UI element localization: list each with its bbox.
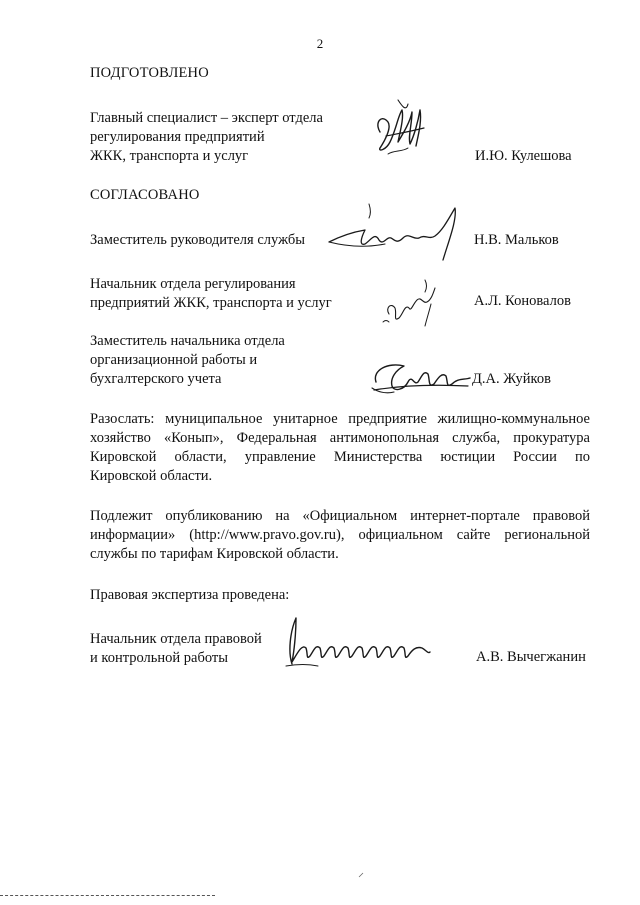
prepared-role <box>90 109 370 166</box>
legal-review-name: А.В. Вычегжанин <box>476 649 586 665</box>
prepared-role-line: Главный специалист – эксперт отдела <box>90 110 323 126</box>
signature-kuleshova <box>368 92 438 170</box>
prepared-heading: ПОДГОТОВЛЕНО <box>90 65 209 81</box>
page-number: 2 <box>316 36 324 51</box>
signature-zhuikov <box>368 356 488 400</box>
signer-role <box>90 275 370 313</box>
distribution-line: Кировской области. <box>90 468 213 484</box>
legal-review-role-line: и контрольной работы <box>90 650 228 666</box>
prepared-role-line: регулирования предприятий <box>90 129 265 145</box>
publication-paragraph <box>90 507 590 564</box>
legal-review-statement: Правовая экспертиза проведена: <box>90 587 290 603</box>
signer-name: Н.В. Мальков <box>474 232 559 248</box>
publication-line: Подлежит опубликованию на «Официальном интернет-портале правовой <box>90 508 590 524</box>
signature-konovalov <box>375 274 455 330</box>
prepared-name: И.Ю. Кулешова <box>475 148 572 164</box>
signer-role-line: Заместитель начальника отдела <box>90 333 285 349</box>
agreed-heading: СОГЛАСОВАНО <box>90 187 200 203</box>
signer-name: А.Л. Коновалов <box>474 293 571 309</box>
signer-name: Д.А. Жуйков <box>472 371 551 387</box>
publication-line: службы по тарифам Кировской области. <box>90 546 339 562</box>
prepared-role-line: ЖКК, транспорта и услуг <box>90 148 249 164</box>
distribution-line: хозяйство «Конып», Федеральная антимонопольная служба, прокуратура <box>90 430 590 446</box>
distribution-line: Кировской области, управление Министерства юстиции России по <box>90 449 590 465</box>
signer-role-line: предприятий ЖКК, транспорта и услуг <box>90 295 332 311</box>
publication-line: информации» (http://www.pravo.gov.ru), официальном сайте региональной <box>90 527 590 543</box>
signer-role-line: бухгалтерского учета <box>90 371 222 387</box>
legal-review-role-line: Начальник отдела правовой <box>90 631 262 647</box>
distribution-paragraph <box>90 410 590 486</box>
signer-role <box>90 332 370 389</box>
signer-role-line: Начальник отдела регулирования <box>90 276 296 292</box>
signer-role-line: организационной работы и <box>90 352 258 368</box>
signature-malkov <box>325 200 475 270</box>
stray-ink-mark <box>358 872 364 878</box>
distribution-line: Разослать: муниципальное унитарное предприятие жилищно-коммунальное <box>90 411 590 427</box>
footer-rule <box>0 895 215 896</box>
signer-role-line: Заместитель руководителя службы <box>90 232 306 248</box>
signature-vychegzhanin <box>278 612 438 672</box>
